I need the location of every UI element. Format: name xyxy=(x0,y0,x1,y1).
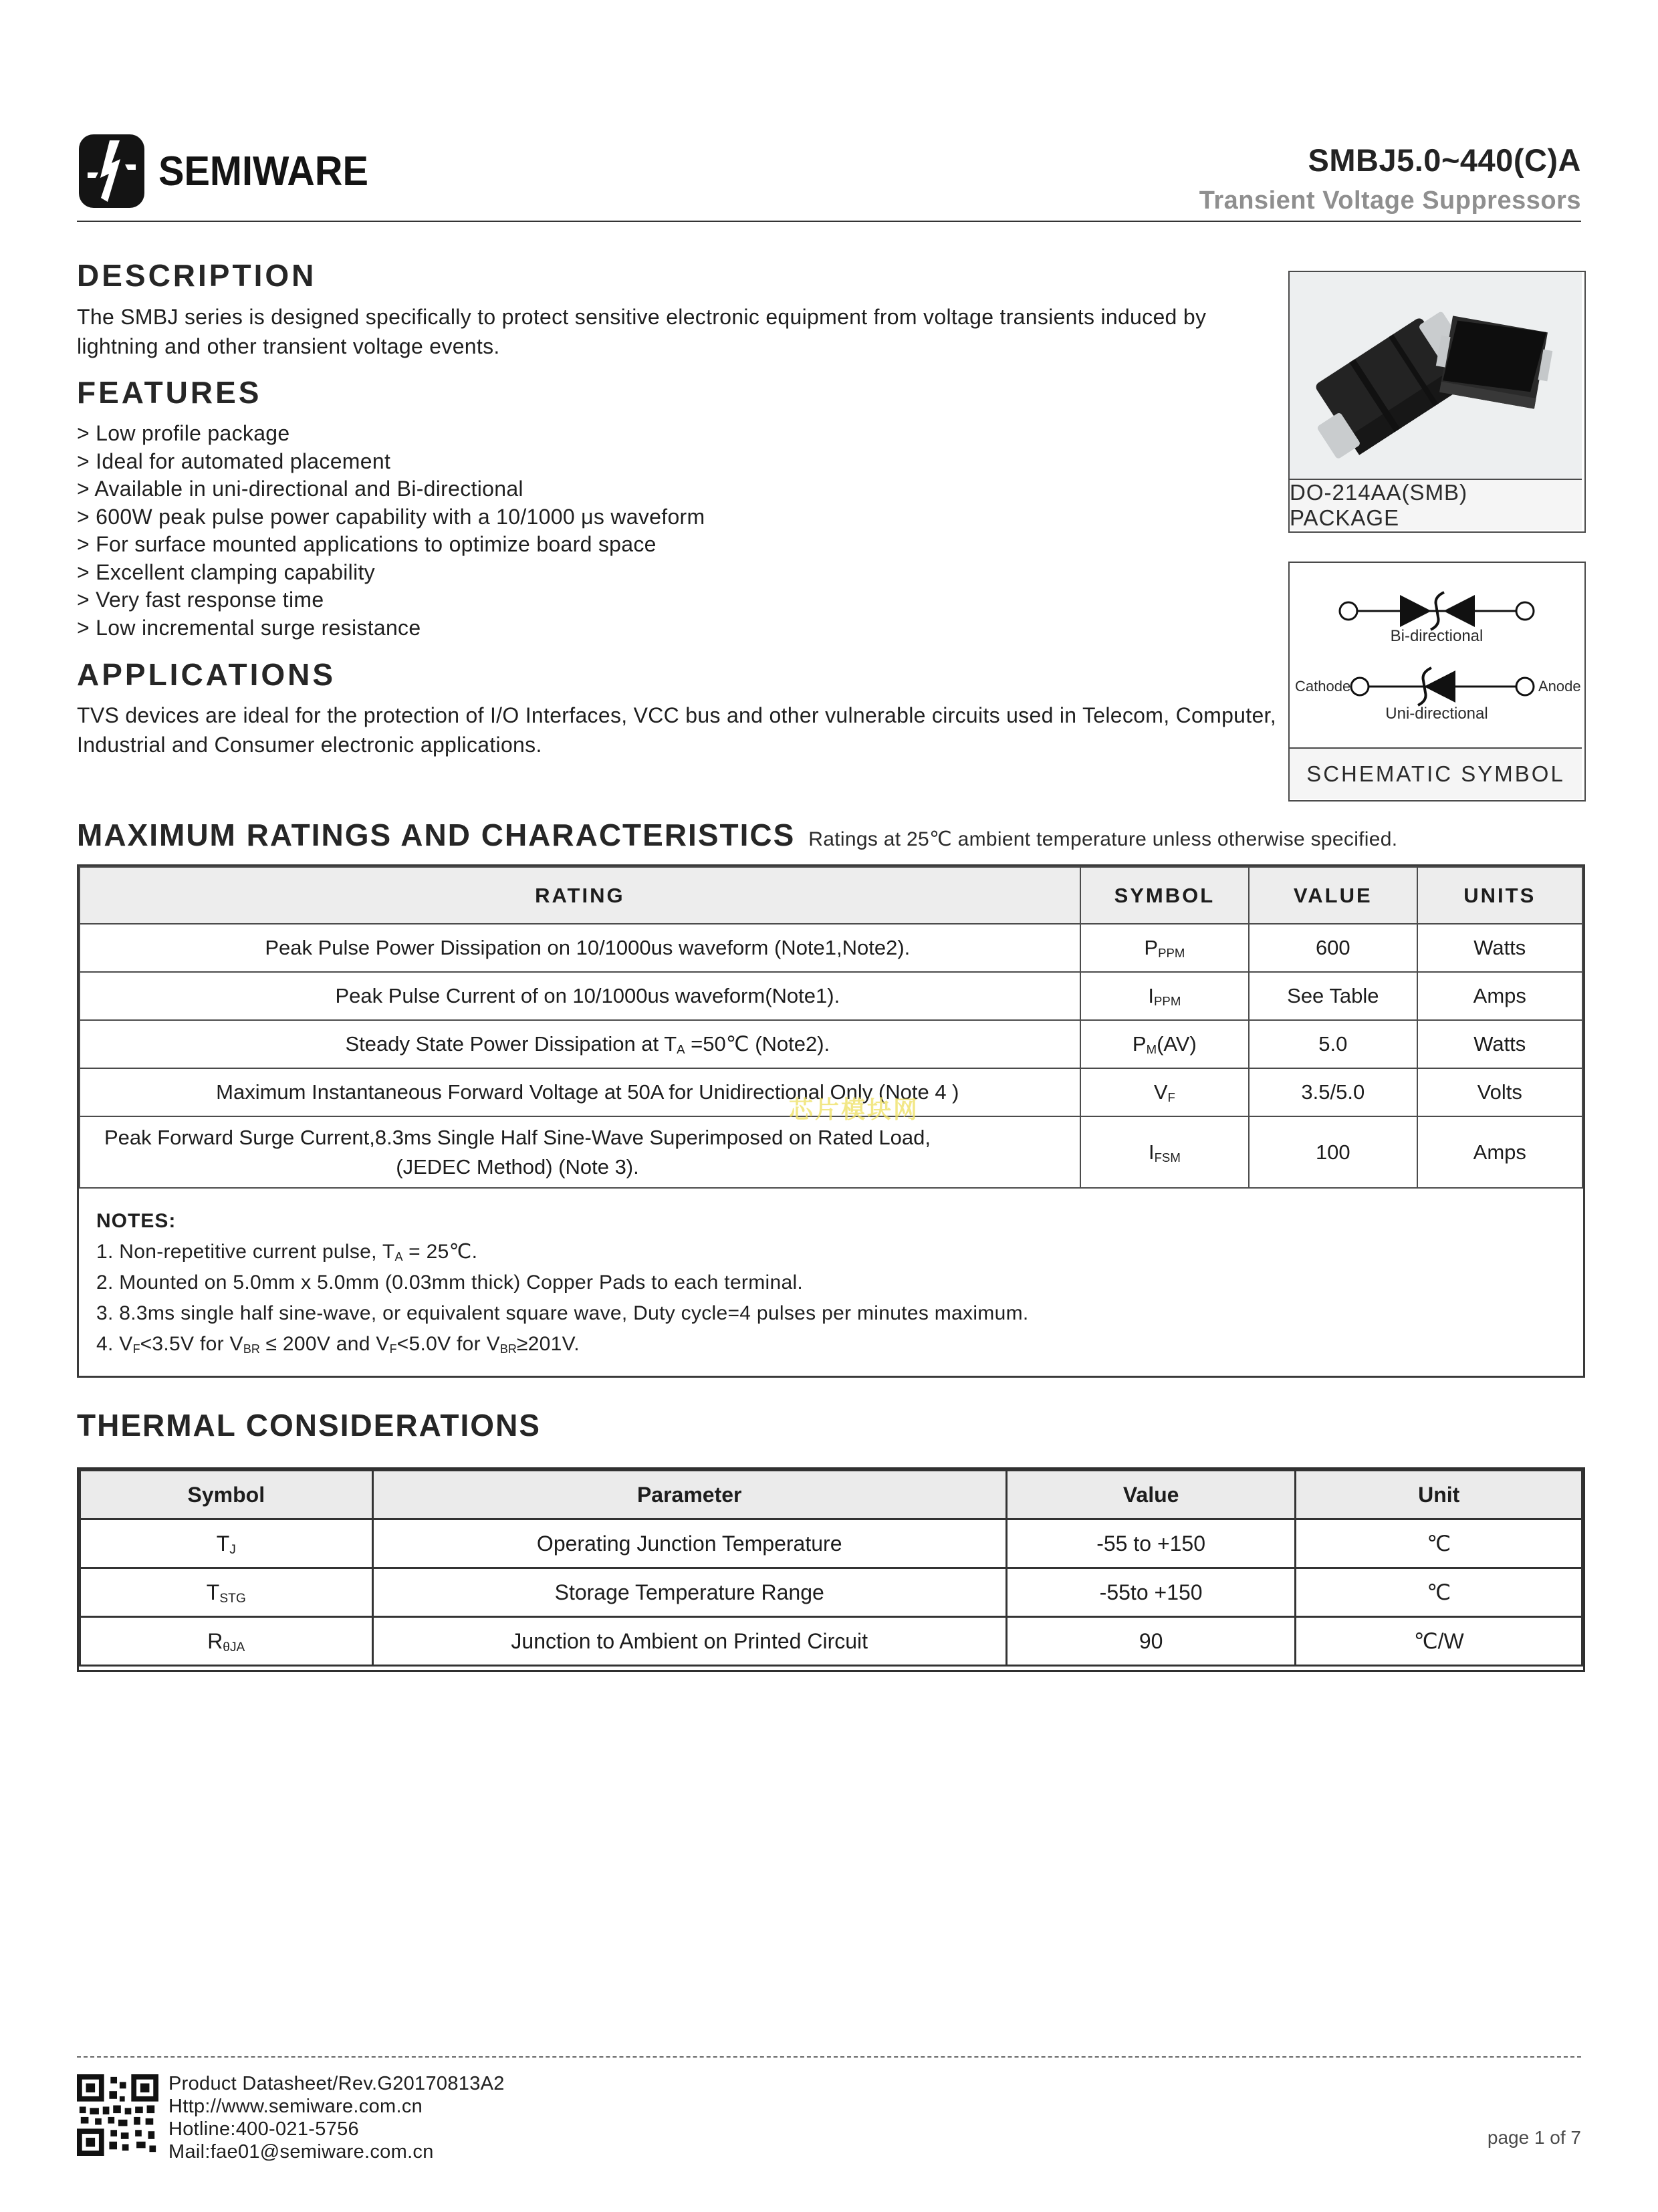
brand-logo xyxy=(78,134,384,209)
footer-info xyxy=(168,2072,505,2163)
unit-cell: ℃ xyxy=(1296,1568,1582,1617)
table-header-row xyxy=(80,1471,1582,1519)
feature-item: > Ideal for automated placement xyxy=(77,449,391,473)
package-caption: DO-214AA(SMB) PACKAGE xyxy=(1290,479,1582,530)
units-cell: Watts xyxy=(1417,1020,1582,1068)
cathode-label: Cathode xyxy=(1295,678,1351,695)
parameter-cell: Operating Junction Temperature xyxy=(372,1519,1006,1568)
part-number: SMBJ5.0~440(C)A xyxy=(1308,142,1581,178)
footer-email: Mail:fae01@semiware.com.cn xyxy=(168,2141,434,2163)
anode-label: Anode xyxy=(1538,678,1581,695)
rating-cell: Peak Pulse Current of on 10/1000us waveform(Note1). xyxy=(80,972,1080,1020)
symbol-cell: $R_{\theta JA}$ xyxy=(80,1617,373,1666)
col-header-symbol: SYMBOL xyxy=(1080,867,1249,924)
thermal-table-grid xyxy=(79,1469,1583,1667)
ratings-table xyxy=(79,866,1583,1189)
col-header-unit: Unit xyxy=(1296,1471,1582,1519)
table-row xyxy=(80,1020,1582,1068)
package-photo-illustration xyxy=(1290,272,1582,479)
feature-item: > Very fast response time xyxy=(77,588,324,612)
max-ratings-heading: MAXIMUM RATINGS AND CHARACTERISTICS xyxy=(77,818,796,852)
applications-heading: APPLICATIONS xyxy=(77,657,336,692)
page-number: page 1 of 7 xyxy=(1487,2127,1581,2148)
thermal-heading: THERMAL CONSIDERATIONS xyxy=(77,1408,541,1443)
value-cell: 600 xyxy=(1249,924,1417,972)
table-row xyxy=(80,1568,1582,1617)
note-line: 2. Mounted on 5.0mm x 5.0mm (0.03mm thick) Copper Pads to each terminal. xyxy=(96,1271,804,1294)
watermark-text: 芯片模块网 xyxy=(789,1096,920,1123)
feature-item: > 600W peak pulse power capability with a 10/1000 μs waveform xyxy=(77,504,705,529)
note-line: 3. 8.3ms single half sine-wave, or equivalent square wave, Duty cycle=4 pulses per minutes maximum. xyxy=(96,1302,1029,1324)
header-divider xyxy=(77,221,1581,222)
note-line: 4. $V_F<3.5V$ for $V_{BR} \le 200V$ and $V_F<5.0V$ for $V_{BR}\ge 201V$. xyxy=(96,1333,580,1356)
notes-heading: NOTES: xyxy=(96,1210,176,1232)
unit-cell: ℃/W xyxy=(1296,1617,1582,1666)
description-body: The SMBJ series is designed specifically to protect sensitive electronic equipment from voltage transients induced by lightning and other transient voltage events. xyxy=(77,305,1207,358)
schematic-caption: SCHEMATIC SYMBOL xyxy=(1290,747,1582,799)
value-cell: 3.5/5.0 xyxy=(1249,1068,1417,1116)
value-cell: 100 xyxy=(1249,1116,1417,1188)
col-header-symbol: Symbol xyxy=(80,1471,373,1519)
value-cell: See Table xyxy=(1249,972,1417,1020)
table-row xyxy=(80,1116,1582,1188)
qr-code-icon xyxy=(77,2074,158,2156)
doc-subtitle: Transient Voltage Suppressors xyxy=(1199,187,1581,215)
brand-name: SEMIWARE xyxy=(158,148,368,195)
feature-item: > Low incremental surge resistance xyxy=(77,615,421,640)
footer-hotline: Hotline:400-021-5756 xyxy=(168,2118,359,2140)
note-line: 1. Non-repetitive current pulse, $T_A$ = 25℃. xyxy=(96,1241,478,1263)
bi-directional-label: Bi-directional xyxy=(1390,627,1484,645)
footer-revision: Product Datasheet/Rev.G20170813A2 xyxy=(168,2073,505,2094)
package-photo xyxy=(1290,272,1582,479)
value-cell: -55to +150 xyxy=(1006,1568,1296,1617)
table-row xyxy=(80,1617,1582,1666)
value-cell: -55 to +150 xyxy=(1006,1519,1296,1568)
features-heading: FEATURES xyxy=(77,375,262,410)
table-row xyxy=(80,972,1582,1020)
doc-title-block xyxy=(1199,142,1581,215)
rating-text: Peak Forward Surge Current,8.3ms Single Half Sine-Wave Superimposed on Rated Load, (JEDEC Method) (Note 3). xyxy=(104,1125,931,1179)
feature-item: > For surface mounted applications to optimize board space xyxy=(77,532,657,556)
unit-cell: ℃ xyxy=(1296,1519,1582,1568)
col-header-value: VALUE xyxy=(1249,867,1417,924)
parameter-cell: Storage Temperature Range xyxy=(372,1568,1006,1617)
symbol-cell: $V_F$ xyxy=(1080,1068,1249,1116)
thermal-table xyxy=(77,1467,1585,1672)
col-header-value: Value xyxy=(1006,1471,1296,1519)
table-row xyxy=(80,924,1582,972)
symbol-cell: $I_{FSM}$ xyxy=(1080,1116,1249,1188)
rating-cell: Peak Pulse Power Dissipation on 10/1000us waveform (Note1,Note2). xyxy=(80,924,1080,972)
symbol-cell: $P_M(AV)$ xyxy=(1080,1020,1249,1068)
description-heading: DESCRIPTION xyxy=(77,258,317,293)
symbol-cell: $T_J$ xyxy=(80,1519,373,1568)
max-ratings-heading-row xyxy=(77,817,1397,853)
footer-website: Http://www.semiware.com.cn xyxy=(168,2096,423,2117)
units-cell: Amps xyxy=(1417,1116,1582,1188)
units-cell: Volts xyxy=(1417,1068,1582,1116)
notes-block xyxy=(79,1189,1583,1360)
col-header-units: UNITS xyxy=(1417,867,1582,924)
units-cell: Amps xyxy=(1417,972,1582,1020)
value-cell: 5.0 xyxy=(1249,1020,1417,1068)
max-ratings-heading-note: Ratings at 25℃ ambient temperature unless otherwise specified. xyxy=(808,828,1398,850)
col-header-parameter: Parameter xyxy=(372,1471,1006,1519)
col-header-rating: RATING xyxy=(80,867,1080,924)
table-header-row xyxy=(80,867,1582,924)
rating-cell: Maximum Instantaneous Forward Voltage at 50A for Unidirectional Only (Note 4 ) xyxy=(80,1068,1080,1116)
schematic-drawing xyxy=(1290,563,1582,747)
semiware-logo-icon xyxy=(78,134,145,209)
table-row xyxy=(80,1519,1582,1568)
uni-directional-label: Uni-directional xyxy=(1385,705,1488,723)
symbol-cell: $I_{PPM}$ xyxy=(1080,972,1249,1020)
symbol-cell: $T_{STG}$ xyxy=(80,1568,373,1617)
value-cell: 90 xyxy=(1006,1617,1296,1666)
rating-cell xyxy=(80,1116,1080,1188)
symbol-cell: $P_{PPM}$ xyxy=(1080,924,1249,972)
applications-body: TVS devices are ideal for the protection of I/O Interfaces, VCC bus and other vulnerable circuits used in Telecom, Computer, Industrial and Consumer electronic applications. xyxy=(77,703,1276,757)
footer-divider xyxy=(77,2056,1581,2058)
schematic-panel xyxy=(1288,562,1586,802)
parameter-cell: Junction to Ambient on Printed Circuit xyxy=(372,1617,1006,1666)
feature-item: > Low profile package xyxy=(77,421,290,445)
feature-item: > Excellent clamping capability xyxy=(77,560,375,584)
features-list xyxy=(77,420,1254,642)
feature-item: > Available in uni-directional and Bi-directional xyxy=(77,477,523,501)
units-cell: Watts xyxy=(1417,924,1582,972)
rating-cell: Steady State Power Dissipation at $T_A$ =50℃ (Note2). xyxy=(80,1020,1080,1068)
package-panel xyxy=(1288,271,1586,533)
